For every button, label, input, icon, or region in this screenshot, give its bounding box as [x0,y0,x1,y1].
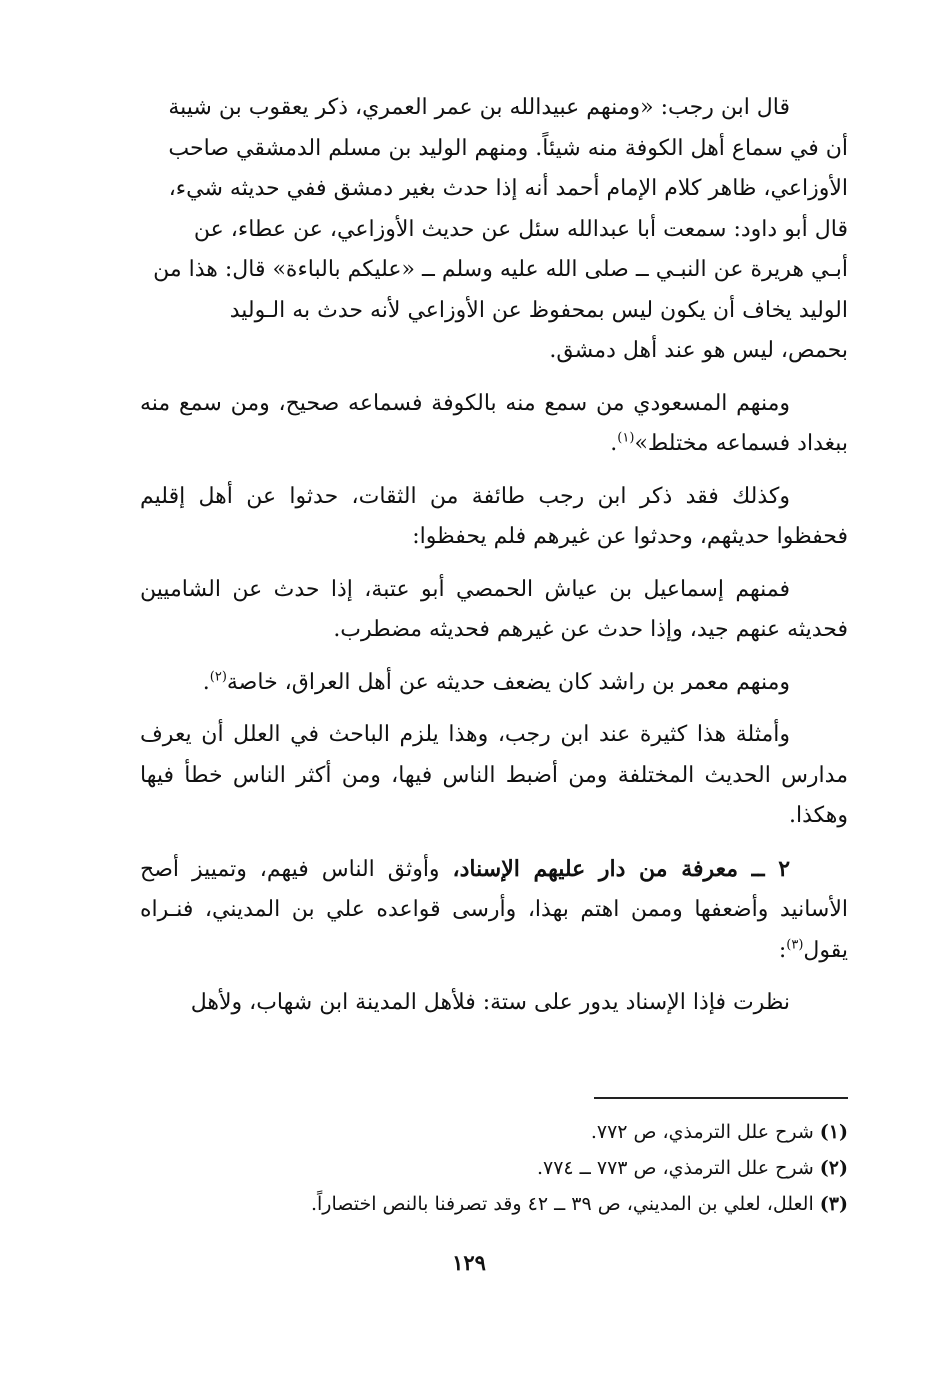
footnote-text: العلل، لعلي بن المديني، ص ٣٩ ــ ٤٢ وقد تصرفنا بالنص اختصاراً. [310,1193,820,1215]
line: أن في سماع أهل الكوفة منه شيئاً. ومنهم الوليد بن مسلم الدمشقي صاحب [168,135,848,161]
line: أبـي هريرة عن النبـي ــ صلى الله عليه وسلم ــ «عليكم بالباءة» قال: هذا من [153,257,848,282]
footnote-number: (١) [819,1121,848,1143]
line: الوليد يخاف أن يكون ليس بمحفوظ عن الأوزاعي لأنه حدث به الـوليد [229,297,848,323]
paragraph-point-2 [140,849,848,972]
paragraph-text: وأمثلة هذا كثيرة عند ابن رجب، وهذا يلزم الباحث في العلل أن يعرف مدارس الحديث المختلفة ومن أضبط الناس فيها، ومن أكثر الناس خطأ فيها وهكذا. [140,722,848,828]
footnotes [140,1114,848,1222]
paragraph-quote-ibn-madini [140,983,848,1024]
footnote-ref-1[interactable]: (١) [617,430,635,446]
paragraph-trusted-narrators [140,477,848,558]
paragraph-ibn-rajab-quote [140,88,848,372]
paragraph-examples [140,715,848,837]
paragraph-text: ومنهم معمر بن راشد كان يضعف حديثه عن أهل العراق، خاصة [226,669,790,695]
paragraph-text: وكذلك فقد ذكر ابن رجب طائفة من الثقات، حدثوا عن أهل إقليم فحفظوا حديثهم، وحدثوا عن غيرهم فلم يحفظوا: [140,483,848,549]
section-heading: ٢ ــ معرفة من دار عليهم الإسناد، [452,855,791,882]
paragraph-mamar [140,663,848,704]
main-text [140,88,848,1036]
page-number: ١٢٩ [452,1250,486,1275]
paragraph-masudi [140,384,848,465]
paragraph-text: ومنهم المسعودي من سمع منه بالكوفة فسماعه صحيح، ومن سمع منه ببغداد فسماعه مختلط» [140,390,848,456]
footnote-text: شرح علل الترمذي، ص ٧٧٢. [590,1121,820,1143]
line: بحمص، ليس هو عند أهل دمشق. [549,338,848,363]
paragraph-text: فمنهم إسماعيل بن عياش الحمصي أبو عتبة، إذا حدث عن الشاميين فحديثه عنهم جيد، وإذا حدث عن غيرهم فحديثه مضطرب. [140,576,848,642]
footnote-divider [594,1097,848,1099]
line: قال ابن رجب: «ومنهم عبيدالله بن عمر العمري، ذكر يعقوب بن شيبة [168,95,790,120]
paragraph-text: نظرت فإذا الإسناد يدور على ستة: فلأهل المدينة ابن شهاب، ولأهل [190,990,790,1015]
footnote-3 [140,1186,848,1222]
line: الأوزاعي، ظاهر كلام الإمام أحمد أنه إذا حدث بغير دمشق ففي حديثه شيء، [168,176,848,201]
footnote-number: (٣) [819,1193,848,1215]
paragraph-ismail-ibn-ayyash [140,570,848,651]
footnote-ref-2[interactable]: (٢) [209,669,227,685]
paragraph-text: وأوثق الناس فيهم، وتمييز أصح الأسانيد وأضعفها وممن اهتم بهذا، وأرسى قواعده علي بن المديني، فنـراه يقول [140,856,848,963]
footnote-number: (٢) [819,1157,848,1179]
line: قال أبو داود: سمعت أبا عبدالله سئل عن حديث الأوزاعي، عن عطاء، عن [193,216,848,242]
punctuation: . [610,431,618,456]
footnote-2 [140,1150,848,1186]
punctuation: : [778,937,787,963]
punctuation: . [202,669,210,695]
footnote-ref-3[interactable]: (٣) [786,937,804,953]
footnote-1 [140,1114,848,1150]
footnote-text: شرح علل الترمذي، ص ٧٧٣ ــ ٧٧٤. [536,1157,820,1179]
